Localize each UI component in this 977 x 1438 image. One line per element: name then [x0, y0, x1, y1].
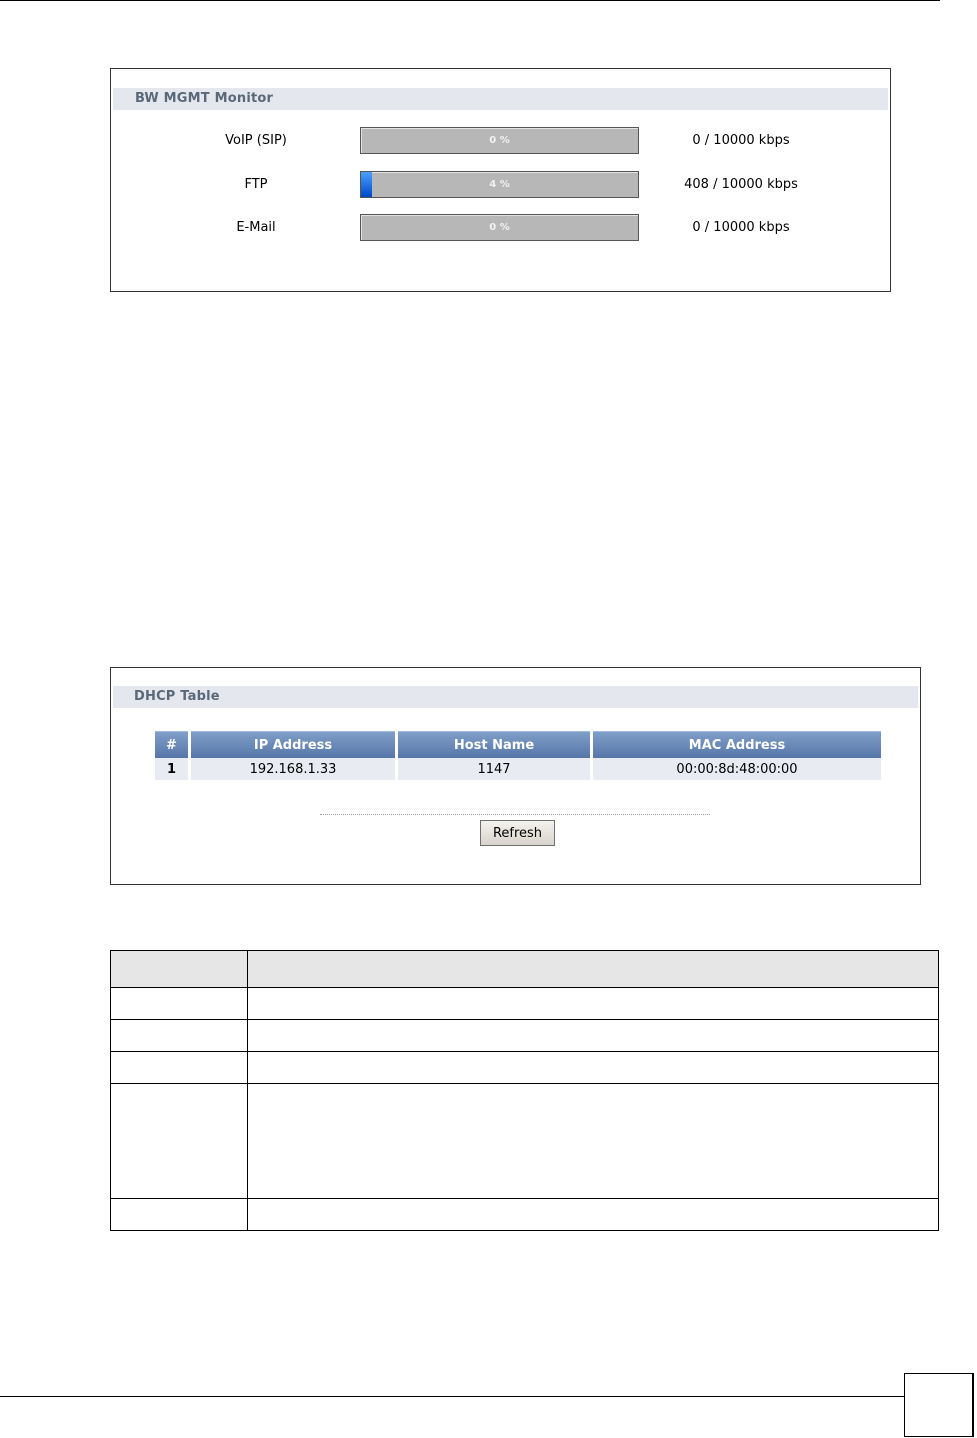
- field-cell: [111, 1052, 248, 1084]
- bw-usage-bar: [360, 127, 639, 154]
- dhcp-table: [152, 731, 884, 780]
- field-cell: [111, 1020, 248, 1052]
- column-header-number: #: [155, 731, 188, 758]
- bw-row-voip: [111, 127, 890, 155]
- field-cell: [111, 1084, 248, 1199]
- page-number-box: [904, 1373, 974, 1437]
- bw-usage-bar: [360, 171, 639, 198]
- description-cell: [248, 1020, 939, 1052]
- bw-row-ftp: [111, 171, 890, 199]
- description-header-cell: [248, 951, 939, 988]
- description-cell: [248, 1199, 939, 1231]
- field-header-cell: [111, 951, 248, 988]
- description-cell: [248, 1084, 939, 1199]
- column-header-host-name: Host Name: [398, 731, 590, 758]
- bw-usage-percent: 4 %: [489, 179, 510, 190]
- bw-usage-bar: [360, 214, 639, 241]
- bw-row-label: FTP: [244, 177, 268, 192]
- bw-usage-percent: 0 %: [489, 135, 510, 146]
- bw-usage-value: 0 / 10000 kbps: [692, 220, 790, 235]
- bottom-rule: [0, 1396, 905, 1397]
- bw-row-label: E-Mail: [236, 220, 276, 235]
- bw-usage-value: 408 / 10000 kbps: [684, 177, 798, 192]
- row-ip-address: 192.168.1.33: [191, 758, 395, 780]
- field-table-header: [111, 951, 939, 988]
- bw-usage-value: 0 / 10000 kbps: [692, 133, 790, 148]
- field-cell: [111, 1199, 248, 1231]
- bw-row-label: VoIP (SIP): [225, 133, 287, 148]
- table-row: [155, 758, 881, 780]
- field-cell: [111, 988, 248, 1020]
- dhcp-title: DHCP Table: [113, 686, 918, 708]
- description-cell: [248, 988, 939, 1020]
- table-row: [111, 988, 939, 1020]
- table-row: [111, 1020, 939, 1052]
- table-row: [111, 1199, 939, 1231]
- bw-monitor-title: BW MGMT Monitor: [113, 88, 888, 110]
- top-rule: [0, 0, 940, 1]
- refresh-button[interactable]: Refresh: [480, 820, 555, 846]
- bw-monitor-panel: [110, 68, 891, 292]
- bw-row-email: [111, 214, 890, 242]
- field-description-table: [110, 950, 939, 1231]
- table-row: [111, 1052, 939, 1084]
- column-header-ip-address: IP Address: [191, 731, 395, 758]
- row-mac-address: 00:00:8d:48:00:00: [593, 758, 881, 780]
- row-host-name: 1147: [398, 758, 590, 780]
- dotted-divider: [320, 814, 710, 815]
- table-row: [111, 1084, 939, 1199]
- dhcp-panel: [110, 667, 921, 885]
- bw-usage-percent: 0 %: [489, 222, 510, 233]
- description-cell: [248, 1052, 939, 1084]
- column-header-mac-address: MAC Address: [593, 731, 881, 758]
- dhcp-header-row: [155, 731, 881, 758]
- row-number: 1: [155, 758, 188, 780]
